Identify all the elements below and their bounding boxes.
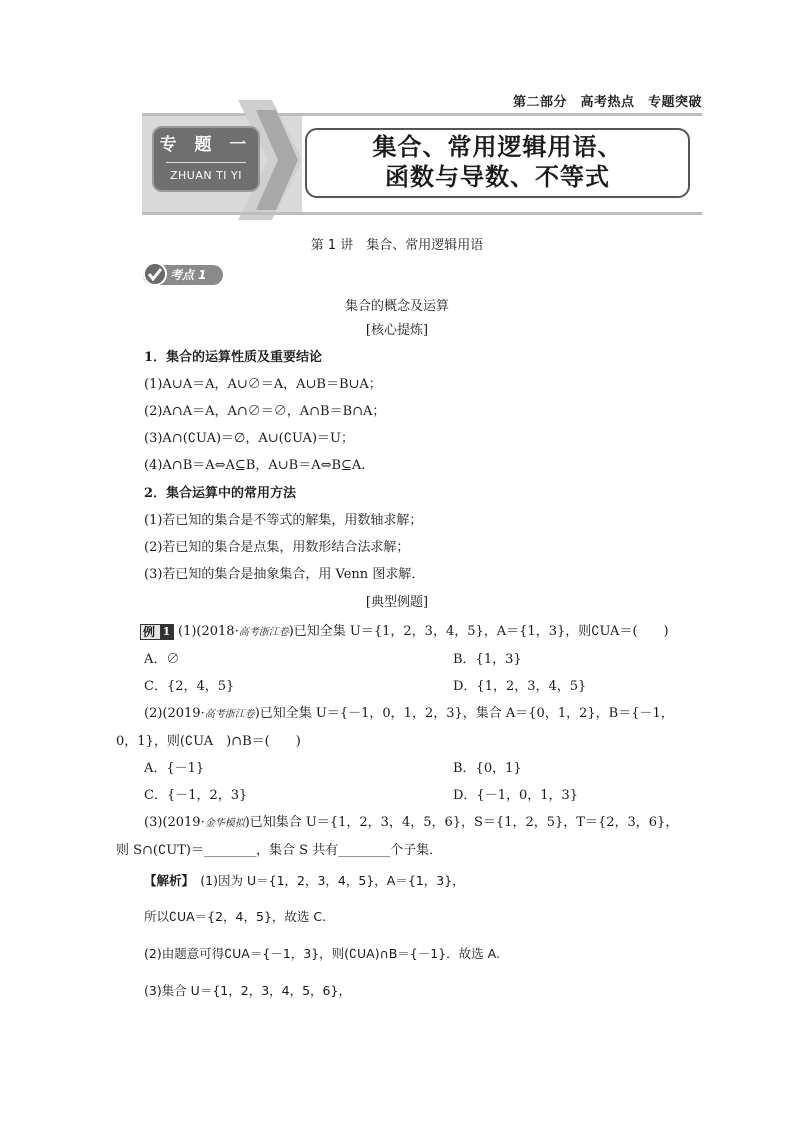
core-point: (4)A∩B＝A⇔A⊆B，A∪B＝A⇔B⊆A. <box>144 458 366 473</box>
q1-option-b: B．{1，3} <box>453 652 522 667</box>
q2-option-a: A．{－1} <box>144 761 205 776</box>
question-2: (2)(2019·高考浙江卷)已知全集 U＝{－1，0，1，2，3}，集合 A＝{0，1，2}，B＝{－1， <box>144 706 674 721</box>
core-point: (3)若已知的集合是抽象集合，用 Venn 图求解． <box>144 567 425 582</box>
core-point: (2)若已知的集合是点集，用数形结合法求解； <box>144 540 410 555</box>
lecture-title: 第 1 讲 集合、常用逻辑用语 <box>310 238 484 253</box>
q2-option-b: B．{0，1} <box>453 761 522 776</box>
solution-line-4: (3)集合 U＝{1，2，3，4，5，6}， <box>144 983 351 998</box>
topic-title-line1: 集合、常用逻辑用语、 <box>372 133 623 161</box>
core-point: (2)A∩A＝A，A∩∅＝∅，A∩B＝B∩A； <box>144 404 386 419</box>
part-title: 第二部分 高考热点 专题突破 <box>512 95 702 110</box>
section-title: 集合的概念及运算 <box>344 299 449 314</box>
solution-line-3: (2)由题意可得∁UA＝{－1，3}，则(∁UA)∩B＝{－1}．故选 A. <box>144 946 500 961</box>
topic-badge-pinyin: ZHUAN TI YI <box>169 169 243 182</box>
topic-badge-title: 专 题 一 <box>159 135 253 155</box>
question-2-cont: 0，1}，则(∁UA )∩B＝( ) <box>116 734 301 749</box>
question-3-cont: 则 S∩(∁UT)＝________，集合 S 共有________个子集． <box>116 843 443 858</box>
kaodian-label: 考点 1 <box>170 268 207 282</box>
typical-heading: [典型例题] <box>365 595 429 610</box>
topic-title-line2: 函数与导数、不等式 <box>385 163 610 191</box>
core-point: (1)A∪A＝A，A∪∅＝A，A∪B＝B∪A； <box>144 377 382 392</box>
solution-line-1: 【解析】 (1)因为 U＝{1，2，3，4，5}，A＝{1，3}， <box>144 873 465 888</box>
question-1: (1)(2018·高考浙江卷)已知全集 U＝{1，2，3，4，5}，A＝{1，3}，则∁UA＝( ) <box>178 624 669 639</box>
core-heading: [核心提炼] <box>365 323 429 338</box>
example-label: 例 <box>143 625 156 639</box>
core-point: (3)A∩(∁UA)＝∅，A∪(∁UA)＝U； <box>144 431 354 446</box>
core-point-heading-1: 1．集合的运算性质及重要结论 <box>144 350 323 365</box>
badge-divider <box>166 162 246 163</box>
check-icon <box>143 262 167 286</box>
q2-option-c: C．{－1，2，3} <box>144 788 248 803</box>
q1-option-a: A．∅ <box>144 652 180 667</box>
q1-option-d: D．{1，2，3，4，5} <box>453 679 587 694</box>
banner-bottom-rule <box>142 212 702 215</box>
question-3: (3)(2019·金华模拟)已知集合 U＝{1，2，3，4，5，6}，S＝{1，2，5}，T＝{2，3，6}， <box>144 815 679 830</box>
solution-line-2: 所以∁UA＝{2，4，5}，故选 C. <box>144 909 327 924</box>
example-number: 1 <box>160 625 173 639</box>
core-point: (1)若已知的集合是不等式的解集，用数轴求解； <box>144 513 423 528</box>
q1-option-c: C．{2，4，5} <box>144 679 235 694</box>
q2-option-d: D．{－1，0，1，3} <box>453 788 579 803</box>
core-point-heading-2: 2．集合运算中的常用方法 <box>144 486 297 501</box>
